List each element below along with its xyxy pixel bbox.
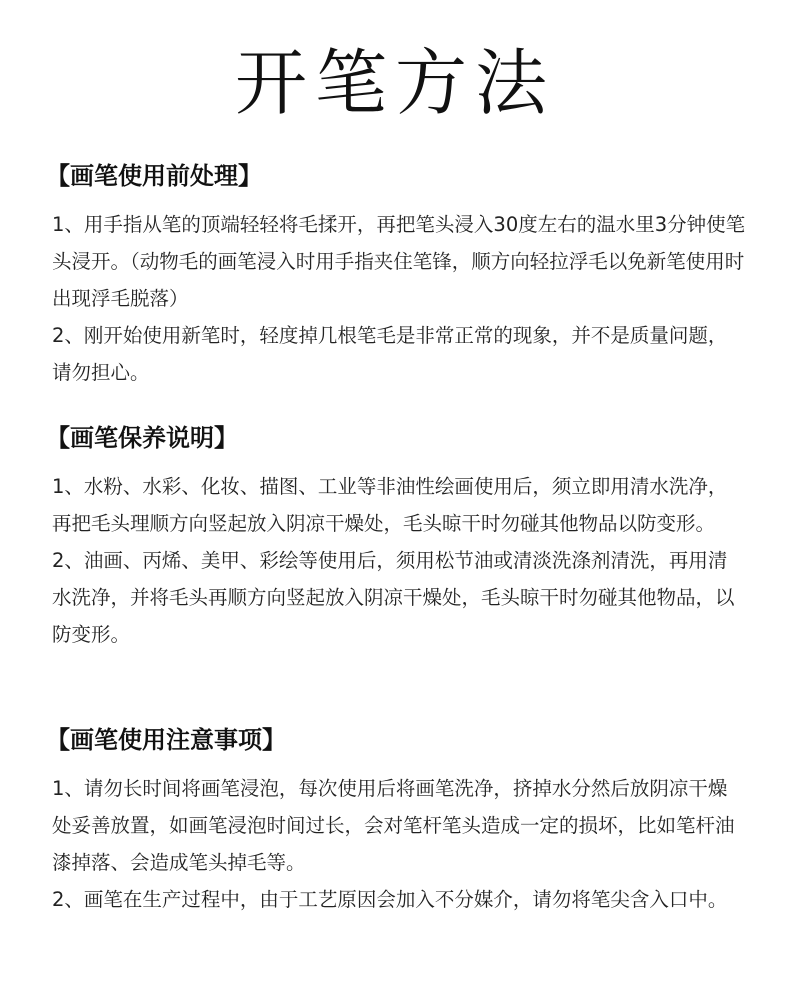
section-heading: 【画笔使用注意事项】 bbox=[46, 726, 286, 754]
paragraph: 1、水粉、水彩、化妆、描图、工业等非油性绘画使用后，须立即用清水洗净，再把毛头理顺方向竖起放入阴凉干燥处，毛头晾干时勿碰其他物品以防变形。 bbox=[52, 475, 728, 535]
paragraph: 1、用手指从笔的顶端轻轻将毛揉开，再把笔头浸入30度左右的温水里3分钟使笔头浸开。（动物毛的画笔浸入时用手指夹住笔锋，顺方向轻拉浮毛以免新笔使用时出现浮毛脱落） bbox=[52, 213, 746, 310]
paragraph: 2、油画、丙烯、美甲、彩绘等使用后，须用松节油或清淡洗涤剂清洗，再用清水洗净，并将毛头再顺方向竖起放入阴凉干燥处，毛头晾干时勿碰其他物品，以防变形。 bbox=[52, 549, 735, 646]
section-precautions bbox=[46, 722, 746, 918]
page-title: 开笔方法 bbox=[234, 41, 555, 125]
section-heading: 【画笔保养说明】 bbox=[46, 424, 238, 452]
paragraph: 2、刚开始使用新笔时，轻度掉几根笔毛是非常正常的现象，并不是质量问题，请勿担心。 bbox=[52, 324, 728, 384]
paragraph: 2、画笔在生产过程中，由于工艺原因会加入不分媒介，请勿将笔尖含入口中。 bbox=[52, 888, 728, 911]
section-heading: 【画笔使用前处理】 bbox=[46, 162, 262, 190]
section-pre-use-treatment bbox=[46, 158, 746, 391]
section-maintenance bbox=[46, 420, 746, 653]
paragraph: 1、请勿长时间将画笔浸泡，每次使用后将画笔洗净，挤掉水分然后放阴凉干燥处妥善放置，如画笔浸泡时间过长，会对笔杆笔头造成一定的损坏，比如笔杆油漆掉落、会造成笔头掉毛等。 bbox=[52, 777, 735, 874]
